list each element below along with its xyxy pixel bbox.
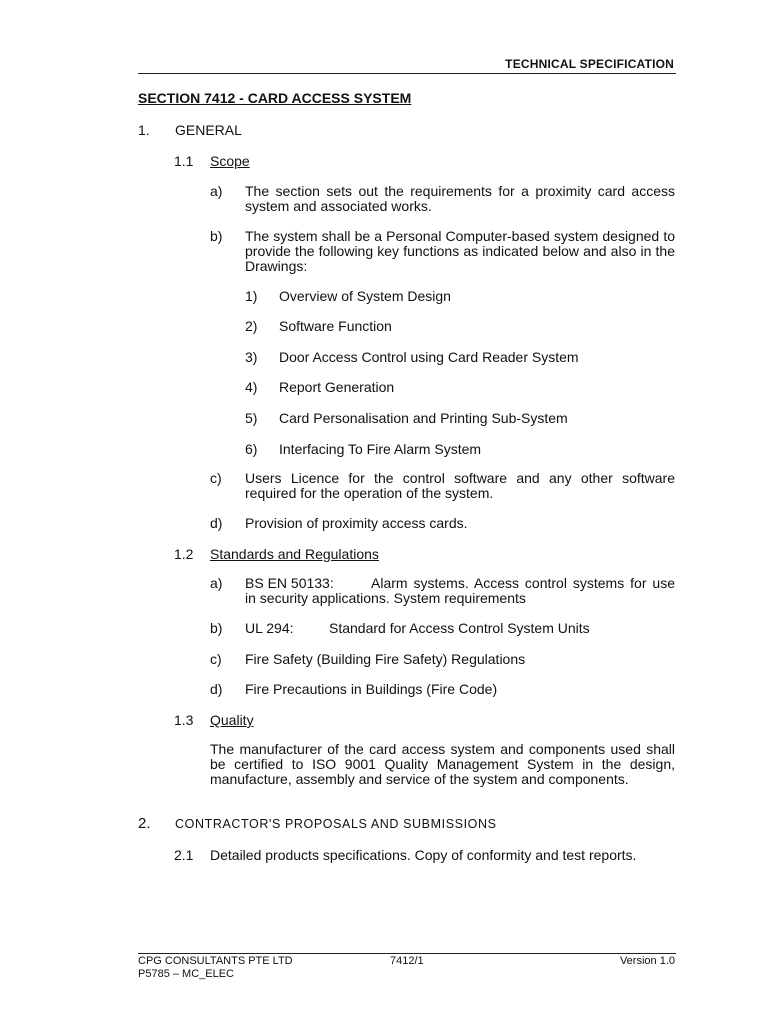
function-text: Card Personalisation and Printing Sub-System <box>279 410 568 426</box>
item-text: The system shall be a Personal Computer-based system designed to provide the following key functions as indicated below and also in the Drawings: <box>245 228 675 274</box>
footer-version: Version 1.0 <box>619 955 675 967</box>
section-2-item <box>174 847 637 863</box>
subsection-quality-heading <box>174 712 254 728</box>
footer-company: CPG CONSULTANTS PTE LTD <box>138 955 293 967</box>
item-label: a) <box>210 575 223 591</box>
header-label: TECHNICAL SPECIFICATION <box>505 57 674 71</box>
item-text: Provision of proximity access cards. <box>245 515 468 531</box>
footer-divider <box>138 953 676 954</box>
standard-description: Alarm systems. Access control systems for use in security applications. System requirements <box>245 575 675 606</box>
item-label: b) <box>210 620 223 636</box>
standard-item <box>210 682 675 697</box>
function-label: 6) <box>245 441 258 457</box>
subsection-standards-heading <box>174 546 379 562</box>
item-text <box>245 621 675 636</box>
function-item <box>245 349 579 365</box>
item-text <box>245 576 675 606</box>
item-label: b) <box>210 228 223 244</box>
section-title: CONTRACTOR'S PROPOSALS AND SUBMISSIONS <box>175 817 497 831</box>
item-number: 2.1 <box>174 847 194 863</box>
list-item <box>210 229 675 274</box>
item-text: The section sets out the requirements for a proximity card access system and associated works. <box>245 183 675 214</box>
item-text: Detailed products specifications. Copy of conformity and test reports. <box>210 847 637 863</box>
function-text: Overview of System Design <box>279 288 451 304</box>
function-item <box>245 318 392 334</box>
standard-code: BS EN 50133: <box>245 575 334 591</box>
section-1-heading <box>138 122 242 138</box>
item-text: Users Licence for the control software and any other software required for the operation of the system. <box>245 470 675 501</box>
standard-code: UL 294: <box>245 620 294 636</box>
quality-paragraph: The manufacturer of the card access system and components used shall be certified to ISO 9001 Quality Management System in the design, manufacture, assembly and service of the system and components. <box>210 741 675 787</box>
function-text: Door Access Control using Card Reader System <box>279 349 579 365</box>
item-label: c) <box>210 651 222 667</box>
standard-item <box>210 576 675 606</box>
subsection-title: Scope <box>210 153 250 169</box>
subsection-scope-heading <box>174 153 250 169</box>
standard-item <box>210 652 675 667</box>
function-label: 3) <box>245 349 258 365</box>
function-label: 1) <box>245 288 258 304</box>
section-number: 1. <box>138 122 150 138</box>
page-title: SECTION 7412 - CARD ACCESS SYSTEM <box>138 90 412 106</box>
standard-item <box>210 621 675 636</box>
footer-project: P5785 – MC_ELEC <box>138 968 234 980</box>
item-label: a) <box>210 183 223 199</box>
function-item <box>245 441 481 457</box>
function-item <box>245 288 451 304</box>
item-text: Fire Precautions in Buildings (Fire Code) <box>245 681 498 697</box>
list-item <box>210 471 675 501</box>
header-divider <box>138 73 676 74</box>
function-label: 5) <box>245 410 258 426</box>
function-item <box>245 379 394 395</box>
standard-description: Standard for Access Control System Units <box>329 620 590 636</box>
item-label: c) <box>210 470 222 486</box>
item-label: d) <box>210 681 223 697</box>
section-number: 2. <box>138 815 151 832</box>
subsection-title: Quality <box>210 712 254 728</box>
function-text: Report Generation <box>279 379 395 395</box>
subsection-number: 1.2 <box>174 546 194 562</box>
footer-left <box>138 955 293 981</box>
section-title: GENERAL <box>175 122 242 138</box>
item-label: d) <box>210 515 223 531</box>
function-text: Interfacing To Fire Alarm System <box>279 441 482 457</box>
subsection-number: 1.1 <box>174 153 194 169</box>
subsection-title: Standards and Regulations <box>210 546 379 562</box>
function-text: Software Function <box>279 318 392 334</box>
function-label: 2) <box>245 318 258 334</box>
footer-page-number: 7412/1 <box>390 955 424 967</box>
subsection-number: 1.3 <box>174 712 194 728</box>
list-item <box>210 184 675 214</box>
section-2-heading <box>138 815 497 832</box>
list-item <box>210 516 675 531</box>
function-item <box>245 410 568 426</box>
function-label: 4) <box>245 379 258 395</box>
item-text: Fire Safety (Building Fire Safety) Regulations <box>245 651 526 667</box>
